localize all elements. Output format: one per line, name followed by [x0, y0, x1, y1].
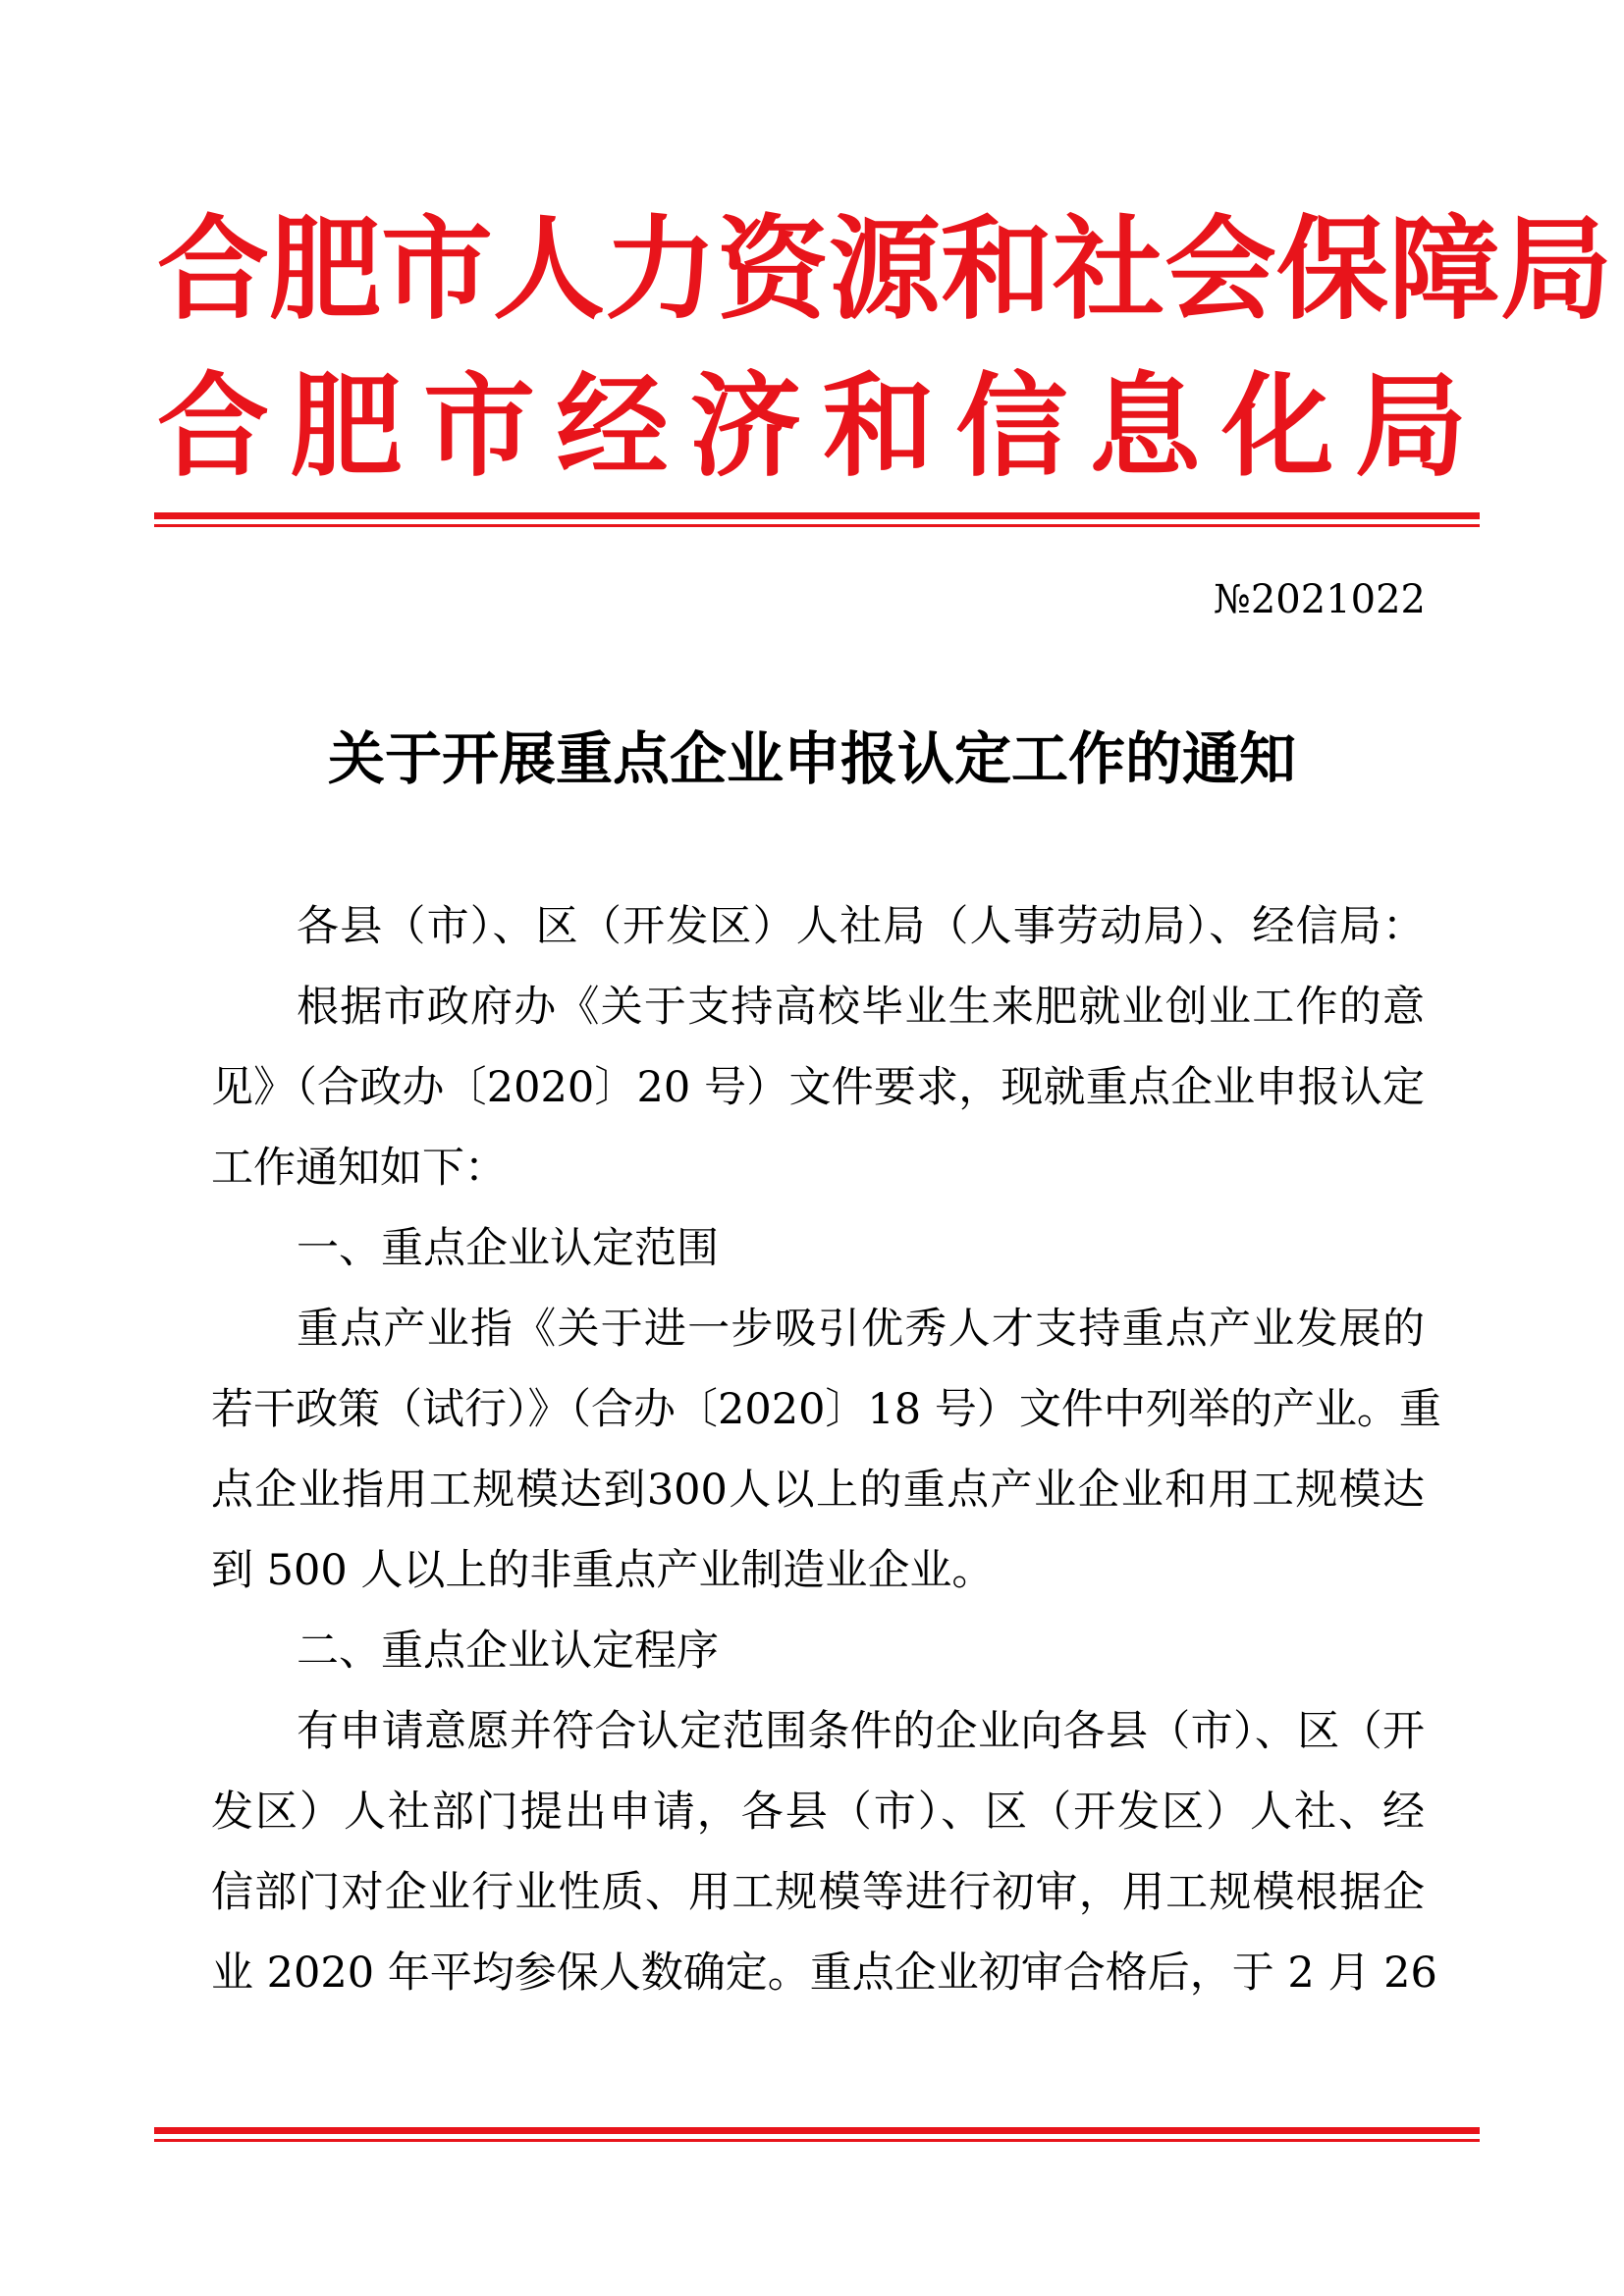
issuing-authority-line-2: 合肥市经济和信息化局 — [157, 360, 1467, 492]
section-heading-1: 一、重点企业认定范围 — [297, 1224, 719, 1273]
body-line-salutation: 各县（市）、区（开发区）人社局（人事劳动局）、经信局： — [297, 902, 1425, 951]
issuing-authority-line-1: 合肥市人力资源和社会保障局 — [157, 203, 1613, 335]
body-line: 见》（合政办〔2020〕20 号）文件要求，现就重点企业申报认定 — [211, 1063, 1425, 1112]
body-line: 信部门对企业行业性质、用工规模等进行初审，用工规模根据企 — [211, 1868, 1425, 1917]
body-line: 工作通知如下： — [211, 1144, 507, 1193]
body-line: 重点产业指《关于进一步吸引优秀人才支持重点产业发展的 — [297, 1305, 1425, 1354]
notice-title: 关于开展重点企业申报认定工作的通知 — [327, 725, 1296, 792]
body-line: 有申请意愿并符合认定范围条件的企业向各县（市）、区（开 — [297, 1707, 1425, 1756]
footer-red-rule-thick — [154, 2127, 1480, 2134]
body-line: 点企业指用工规模达到300人以上的重点产业企业和用工规模达 — [211, 1466, 1425, 1515]
header-red-rule-thick — [154, 512, 1480, 519]
body-line: 到 500 人以上的非重点产业制造业企业。 — [211, 1546, 995, 1595]
footer-red-rule-thin — [154, 2139, 1480, 2142]
body-line: 根据市政府办《关于支持高校毕业生来肥就业创业工作的意 — [297, 983, 1425, 1032]
document-number: №2021022 — [1214, 577, 1426, 622]
header-red-rule-thin — [154, 524, 1480, 527]
body-line: 发区）人社部门提出申请，各县（市）、区（开发区）人社、经 — [211, 1788, 1425, 1837]
body-line: 业 2020 年平均参保人数确定。重点企业初审合格后，于 2 月 26 — [211, 1949, 1437, 1998]
body-line: 若干政策（试行）》（合办〔2020〕18 号）文件中列举的产业。重 — [211, 1385, 1441, 1434]
section-heading-2: 二、重点企业认定程序 — [297, 1627, 719, 1676]
